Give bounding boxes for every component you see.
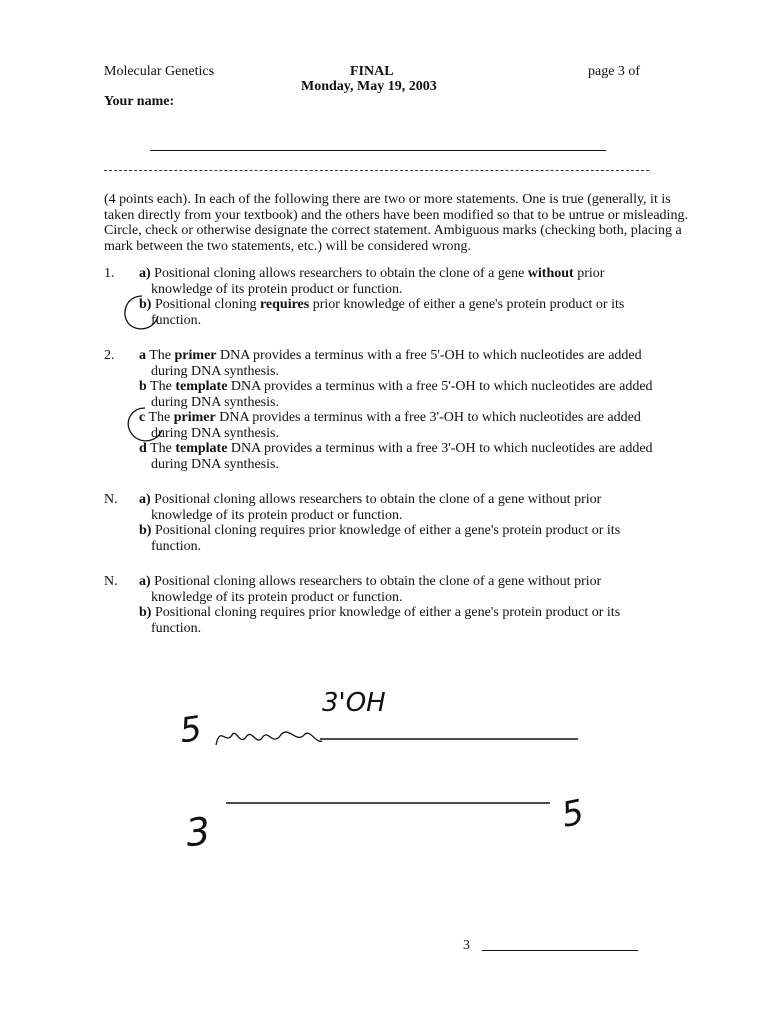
option-letter: c <box>139 410 146 425</box>
option-text <box>139 441 704 472</box>
question-number <box>104 523 139 554</box>
option-continuation: knowledge of its protein product or function. <box>151 507 403 523</box>
option-text <box>139 297 704 328</box>
option-letter: b) <box>139 605 152 620</box>
dashed-divider <box>104 170 649 171</box>
option-text-post: prior knowledge of either a gene's protein product or its <box>309 297 625 312</box>
option-text-post: DNA provides a terminus with a free 5'-OH to which nucleotides are added <box>216 348 642 363</box>
option-text-bold: primer <box>173 410 216 425</box>
question-4 <box>104 574 704 636</box>
option-text-pre: The <box>149 348 175 363</box>
option-letter: b) <box>139 297 152 312</box>
question-1 <box>104 266 704 328</box>
handwritten-5-top: 5 <box>177 708 205 752</box>
option-text-post: DNA provides a terminus with a free 3'-OH to which nucleotides are added <box>227 441 653 456</box>
option-text <box>139 605 704 636</box>
question-number <box>104 297 139 328</box>
course-title: Molecular Genetics <box>104 64 215 79</box>
instructions: (4 points each). In each of the following there are two or more statements. One is true (generally, it is taken directly from your textbook) and the others have been modified so that to be untrue or misleading. Circle, check or otherwise designate the correct statement. Ambiguous marks (checking both, placing a mark between the two statements, etc.) will be considered wrong. <box>104 192 688 254</box>
name-label: Your name: <box>104 94 175 109</box>
option-continuation: during DNA synthesis. <box>151 394 279 410</box>
question-number: 1. <box>104 266 115 281</box>
option-continuation: knowledge of its protein product or function. <box>151 589 403 605</box>
page-number: 3 <box>463 938 470 953</box>
option-row[interactable] <box>104 266 704 297</box>
option-row[interactable] <box>104 410 704 441</box>
question-number: N. <box>104 574 118 589</box>
question-list <box>104 266 704 636</box>
option-text <box>139 348 704 379</box>
option-text-pre: The <box>148 410 174 425</box>
option-text-post: DNA provides a terminus with a free 5'-OH to which nucleotides are added <box>227 379 653 394</box>
handwritten-3oh: 3'OH <box>322 688 386 718</box>
name-answer-line[interactable] <box>150 150 606 151</box>
option-continuation: during DNA synthesis. <box>151 456 279 472</box>
question-3 <box>104 492 704 554</box>
option-text-pre: The <box>150 379 176 394</box>
question-number <box>104 605 139 636</box>
option-continuation: function. <box>151 312 202 328</box>
question-number <box>104 441 139 472</box>
handwritten-5-bottom: 5 <box>558 792 588 836</box>
option-continuation: function. <box>151 538 202 554</box>
option-text <box>139 523 704 554</box>
option-text-pre: Positional cloning allows researchers to obtain the clone of a gene <box>154 266 528 281</box>
question-number <box>104 379 139 410</box>
option-text-pre: Positional cloning allows researchers to obtain the clone of a gene without prior <box>154 492 602 507</box>
option-letter: b <box>139 379 147 394</box>
question-number: N. <box>104 492 118 507</box>
option-text-pre: Positional cloning requires prior knowledge of either a gene's protein product or its <box>154 523 621 538</box>
option-text-pre: Positional cloning requires prior knowledge of either a gene's protein product or its <box>154 605 621 620</box>
option-letter: a) <box>139 266 151 281</box>
handwritten-3-bottom: 3 <box>183 808 213 856</box>
option-text-pre: Positional cloning allows researchers to obtain the clone of a gene without prior <box>154 574 602 589</box>
option-text <box>139 492 704 523</box>
option-letter: d <box>139 441 147 456</box>
option-continuation: function. <box>151 620 202 636</box>
option-text <box>139 410 704 441</box>
question-number <box>104 410 139 441</box>
option-row[interactable] <box>104 379 704 410</box>
option-text-pre: Positional cloning <box>154 297 260 312</box>
option-text <box>139 574 704 605</box>
option-letter: b) <box>139 523 152 538</box>
option-row[interactable] <box>104 441 704 472</box>
option-text-post: prior <box>573 266 605 281</box>
page-label: page 3 of <box>588 64 641 79</box>
option-row[interactable] <box>104 574 704 605</box>
option-continuation: during DNA synthesis. <box>151 425 279 441</box>
option-row[interactable] <box>104 492 704 523</box>
exam-date: Monday, May 19, 2003 <box>301 79 437 94</box>
score-line[interactable] <box>482 950 638 951</box>
option-row[interactable] <box>104 523 704 554</box>
option-text-bold: requires <box>259 297 310 312</box>
option-letter: a) <box>139 492 151 507</box>
question-number: 2. <box>104 348 115 363</box>
option-text-bold: primer <box>174 348 217 363</box>
option-text-bold: template <box>175 379 228 394</box>
option-text <box>139 379 704 410</box>
exam-title: FINAL <box>350 64 394 79</box>
option-text-bold: template <box>175 441 228 456</box>
option-row[interactable] <box>104 348 704 379</box>
option-letter: a) <box>139 574 151 589</box>
option-continuation: during DNA synthesis. <box>151 363 279 379</box>
option-letter: a <box>139 348 146 363</box>
option-text-pre: The <box>150 441 176 456</box>
option-row[interactable] <box>104 297 704 328</box>
option-text-post: DNA provides a terminus with a free 3'-OH to which nucleotides are added <box>215 410 641 425</box>
option-continuation: knowledge of its protein product or function. <box>151 281 403 297</box>
option-row[interactable] <box>104 605 704 636</box>
question-2 <box>104 348 704 472</box>
option-text-bold: without <box>527 266 574 281</box>
option-text <box>139 266 704 297</box>
